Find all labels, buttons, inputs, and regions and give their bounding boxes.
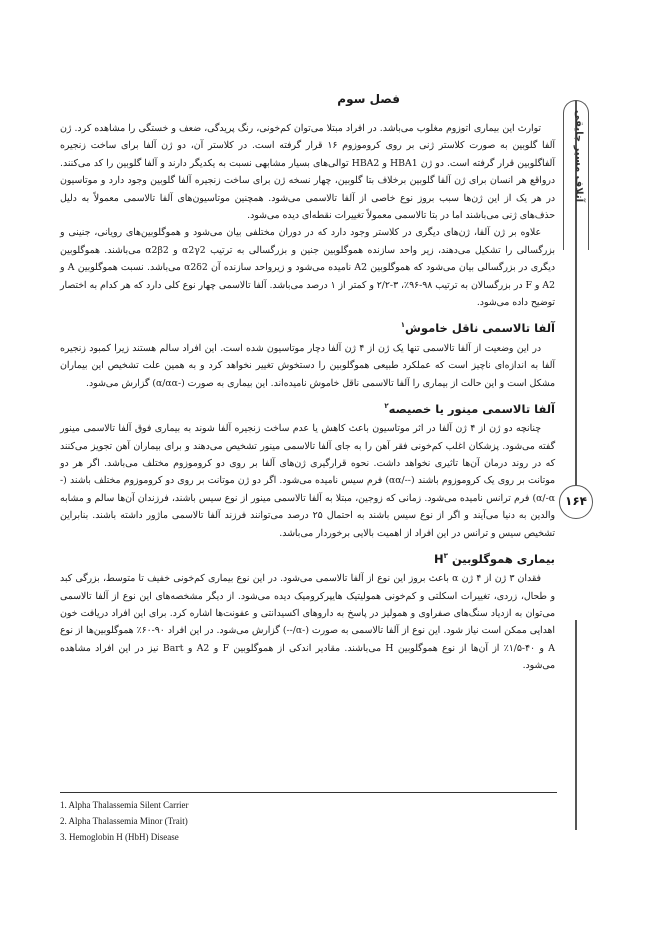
footnote-mark-1: ۱ bbox=[400, 321, 406, 330]
heading-silent-carrier-text: آلفا تالاسمی ناقل خاموش bbox=[405, 321, 555, 336]
heading-minor-trait bbox=[60, 398, 555, 418]
heading-silent-carrier bbox=[60, 317, 555, 337]
footnote-2: 2. Alpha Thalassemia Minor (Trait) bbox=[60, 816, 188, 826]
footnote-1: 1. Alpha Thalassemia Silent Carrier bbox=[60, 800, 189, 810]
footnote-3: 3. Hemoglobin H (HbH) Disease bbox=[60, 832, 179, 842]
footnote-mark-2: ۲ bbox=[384, 401, 389, 410]
footnote-rule bbox=[60, 792, 557, 793]
footnote-mark-3: ۳ bbox=[443, 552, 448, 560]
rail-line-lower bbox=[575, 620, 577, 830]
page-number: ۱۶۴ bbox=[559, 485, 593, 519]
paragraph-inheritance: توارث این بیماری اتوزوم مغلوب می‌باشد. در افراد مبتلا می‌توان کم‌خونی، رنگ پریدگی، ضعف و خستگی را مشاهده کرد. ژن آلفا گلوبین به صورت کلاستر ژنی بر روی کروموزوم ۱۶ قرار گرفته است. در کلاستر آن، دو ژن آلفا برای ساخت زنجیره آلفاگلوبین قرار گرفته است. دو ژن HBA1 و HBA2 توالی‌های بسیار مشابهی نسبت به یکدیگر دارند و آلفا گلوبین را کد می‌کنند. درواقع هر انسان برای ژن آلفا گلوبین برخلاف بتا گلوبین، چهار نسخه ژن برای ساخت زنجیره آلفا گلوبین وجود دارد و موتاسیون در هر یک از این ژن‌ها سبب بروز نوع خاصی از آلفا تالاسمی می‌شود. همچنین موتاسیون‌های آلفا تالاسمی معمولاً به دلیل حذف‌های ژنی می‌باشند اما در بتا تالاسمی معمولاً تغییرات نقطه‌ای دیده می‌شود. bbox=[60, 123, 555, 222]
paragraph-minor-trait: چنانچه دو ژن از ۴ ژن آلفا در اثر موتاسیون باعث کاهش یا عدم ساخت زنجیره آلفا شوند به بیماری فوق آلفا تالاسمی مینور گفته می‌شود. پزشکان اغلب کم‌خونی فقر آهن را به جای آلفا تالاسمی مینور تشخیص می‌دهند و برای بیماران آهن تجویز می‌کنند که در روند درمان آن‌ها تاثیری نخواهد داشت. نحوه قرارگیری ژن‌های آلفا بر روی دو کروموزوم مختلف می‌باشد. اگر هر دو موتانت بر روی یک کروموزوم باشند (--/αα) فرم سیس نامیده می‌شود. اگر دو ژن موتانت بر روی دو کروموزوم مختلف باشند (-α/-α) فرم ترانس نامیده می‌شود. زمانی که زوجین، مبتلا به آلفا تالاسمی مینور از نوع سیس باشند، فرزندان آن‌ها سالم و مشابه والدین به دنیا می‌آیند و اگر از نوع سیس باشند به احتمال ۲۵ درصد می‌توانند فرزند آلفا تالاسمی ماژور داشته باشند. بنابراین تشخیص سیس و ترانس در این افراد از اهمیت بالایی برخوردار می‌باشد. bbox=[60, 423, 555, 539]
paragraph-silent-carrier: در این وضعیت از آلفا تالاسمی تنها یک ژن از ۴ ژن آلفا دچار موتاسیون شده است. این افراد سالم هستند زیرا کمبود زنجیره آلفا به اندازه‌ای ناچیز است که عملکرد طبیعی هموگلوبین را دستخوش تغییر نخواهد کرد و به همین علت تشخیص این بیماران مشکل است و این حالت از بیماری را آلفا تالاسمی ناقل خاموش نامیده‌اند. این بیماری به صورت (-α/αα) گزارش می‌شود. bbox=[60, 342, 555, 389]
chapter-header: فصل سوم bbox=[337, 92, 400, 106]
author-name: آتلاف مسیر جایقی bbox=[573, 110, 584, 203]
footnotes bbox=[60, 797, 460, 845]
heading-minor-trait-text: آلفا تالاسمی مینور یا خصیصه bbox=[388, 401, 555, 416]
heading-hbh-disease bbox=[60, 548, 555, 568]
heading-hbh-disease-text: بیماری هموگلوبین H bbox=[434, 551, 555, 566]
paragraph-hbh-disease: فقدان ۳ ژن از ۴ ژن α باعث بروز این نوع از آلفا تالاسمی می‌شود. در این نوع بیماری کم‌خونی خفیف تا متوسط، بزرگی کبد و طحال، زردی، تغییرات اسکلتی و کم‌خونی همولیتیک هایپرکرومیک دیده می‌شود. از دیگر مشخصه‌های این نوع از آلفا تالاسمی می‌توان به ازدیاد سنگ‌های صفراوی و همولیز در پاسخ به داروهای اکسیدانتی و عفونت‌ها اشاره کرد. برای این افراد دریافت خون اهدایی ممکن است نیاز شود. این نوع از آلفا تالاسمی به صورت (-α/--) گزارش می‌شود. در این افراد ۹۰-۶۰٪ هموگلوبین‌ها از نوع A و ۴۰-۱/۵٪ از آن‌ها از نوع هموگلوبین H می‌باشند. مقادیر اندکی از هموگلوبین F و A2 و Bart نیز در این افراد مشاهده می‌شود. bbox=[60, 573, 555, 672]
paragraph-other-genes: علاوه بر ژن آلفا، ژن‌های دیگری در کلاستر وجود دارد که در دوران مختلفی بیان می‌شود و هموگلوبین‌های رویانی، جنینی و بزرگسالی را تشکیل می‌دهند، زیر واحد سازنده هموگلوبین جنین و بزرگسالی به ترتیب α2γ2 و α2β2 می‌باشند. هموگلوبین دیگری در بزرگسالی بیان می‌شود که هموگلوبین A2 نامیده می‌شود و زیرواحد سازنده آن α2δ2 می‌باشد. نسبت هموگلوبین A و A2 و F در بزرگسالان به ترتیب ۹۸-۹۶٪، ۳-۲/۲ و کمتر از ۱ درصد می‌باشد. آلفا تالاسمی چهار نوع کلی دارد که هر کدام به اختصار توضیح داده می‌شود. bbox=[60, 227, 555, 309]
main-text bbox=[60, 120, 555, 675]
